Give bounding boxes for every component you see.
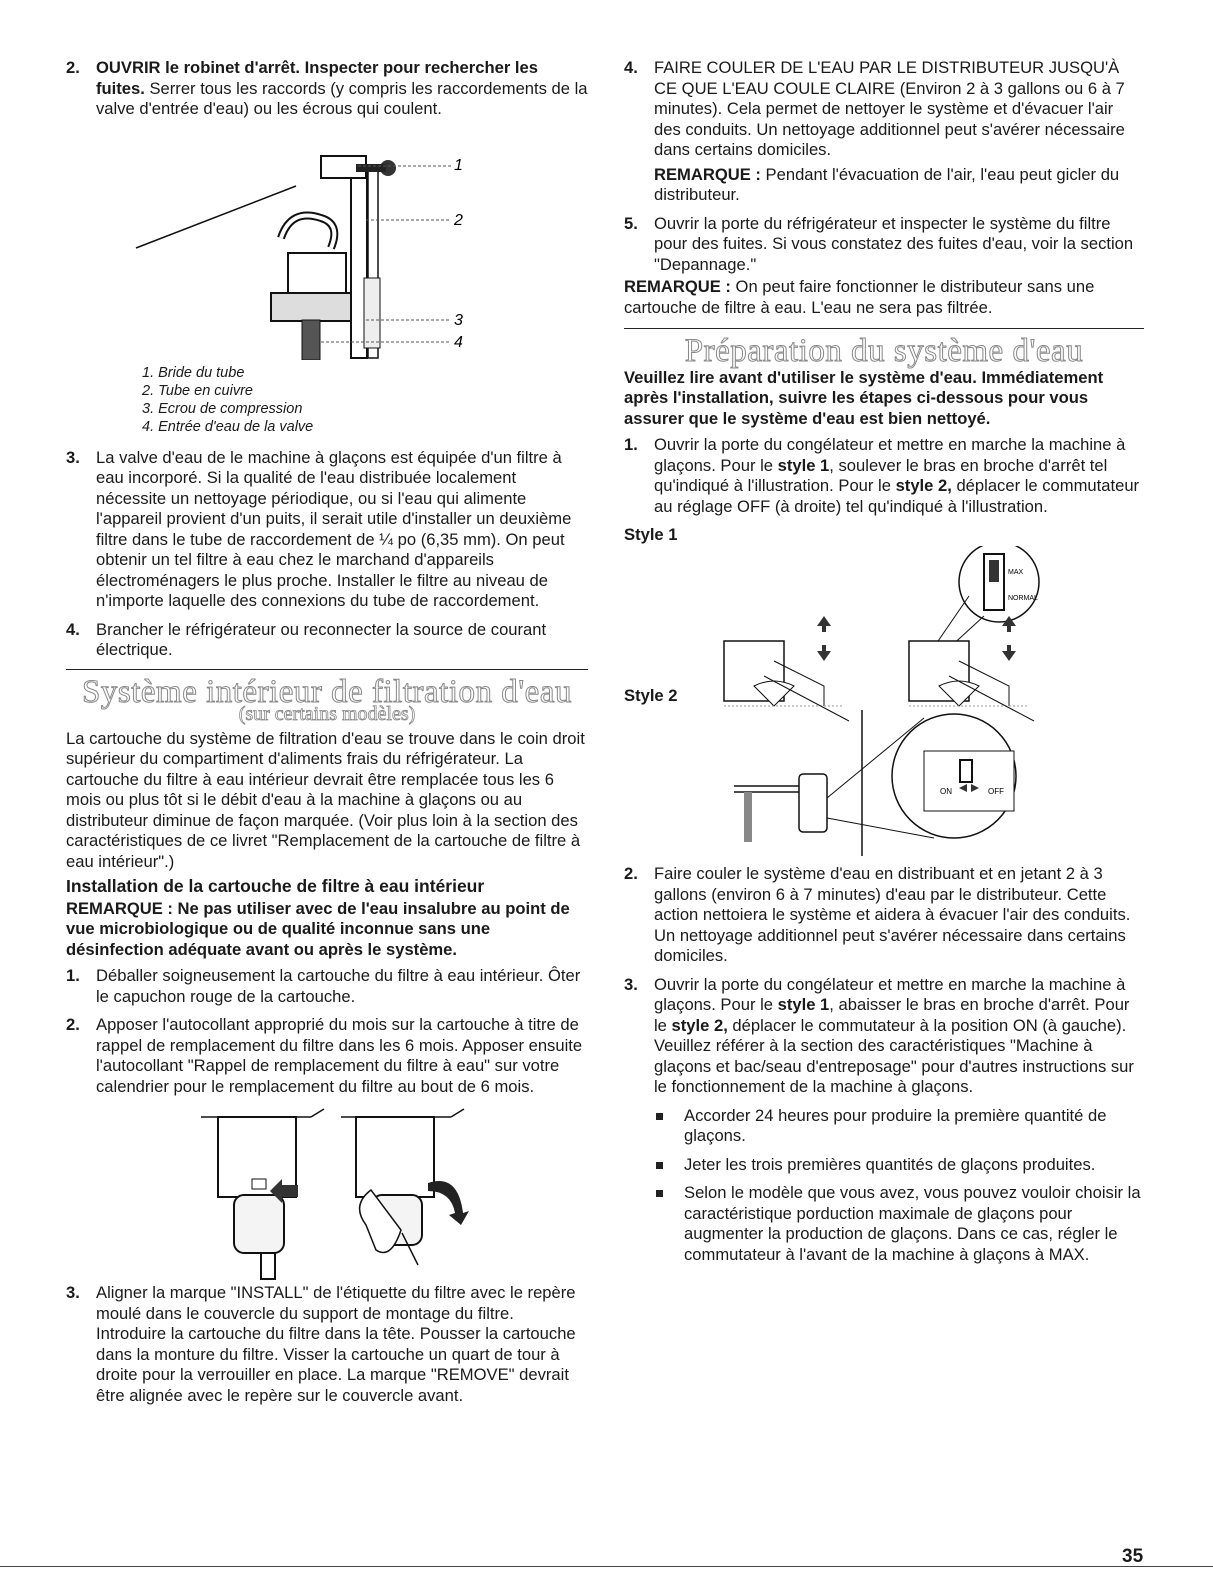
style-ref: style 2, <box>671 1015 728 1035</box>
step-open-valve <box>66 58 588 120</box>
step-text: Brancher le réfrigérateur ou reconnecter la source de courant électrique. <box>96 619 547 659</box>
step-text: Apposer l'autocollant approprié du mois sur la cartouche à titre de rappel de remplacement du filtre dans les 6 mois. Apposer ensuite l'autocollant "Rappel de remplacement du filtre à eau" sur votre calendrier pour le remplacement du filtre au bout de 6 mois. <box>96 1015 583 1096</box>
step-number: 1. <box>66 966 80 985</box>
section-divider <box>66 669 588 670</box>
step-text: FAIRE COULER DE L'EAU PAR LE DISTRIBUTEUR JUSQU'À CE QUE L'EAU COULE CLAIRE (Environ 2 à 3 gallons ou 6 à 7 minutes). Cela permet de nettoyer le système et d'évacuer l'air des conduits. Un nettoyage additionnel peut s'avérer nécessaire dans certains domiciles. <box>654 58 1125 159</box>
lead-text: Veuillez lire avant d'utiliser le système d'eau. Immédiatement après l'installation, suivre les étapes ci-dessous pour vous assurer que le système d'eau est bien nettoyé. <box>624 367 1104 428</box>
callout-1: 1 <box>454 156 463 174</box>
step-text: déplacer le commutateur à la position ON (à gauche). Veuillez référer à la section des caractéristiques "Machine à glaçons et bac/seau d'entreposage" pour d'autres instructions sur le fonctionnement de la machine à glaçons. <box>654 1015 1134 1096</box>
section-title: Système intérieur de filtration d'eau <box>82 673 572 710</box>
style-ref: style 2, <box>895 476 952 495</box>
page-number: 35 <box>1122 1546 1144 1567</box>
step-number: 3. <box>66 447 80 467</box>
step-bold-text: OUVRIR le robinet d'arrêt. Inspecter pour rechercher les fuites. <box>96 58 538 98</box>
step-number: 5. <box>624 213 638 233</box>
caption: 4. Entrée d'eau de la valve <box>142 418 314 435</box>
bullet-item: Accorder 24 heures pour produire la première quantité de glaçons. <box>624 1106 1144 1147</box>
step-text: La valve d'eau de le machine à glaçons est équipée d'un filtre à eau incorporé. Si la qualité de l'eau distribuée localement nécessite un nettoyage périodique, ou si l'eau qui alimente l'appareil provient d'un puits, il serait utile d'installer un deuxième filtre dans le tube de raccordement de ¼ po (6,35 mm). On peut obtenir un tel filtre à eau chez le marchand d'appareils électroménagers le plus proche. Installer le filtre au niveau de n'importe laquelle des connexions du tube de raccordement. <box>96 447 572 610</box>
footer-rule <box>0 1566 1213 1567</box>
step-text: Aligner la marque "INSTALL" de l'étiquette du filtre avec le repère moulé dans le couvercle du support de montage du filtre. Introduire la cartouche du filtre dans la tête. Pousser la cartouche dans la monture du filtre. Visser la cartouche un quart de tour à droite pour la verrouiller en place. La marque "REMOVE" devrait être alignée avec le repère sur le couvercle avant. <box>96 1283 576 1405</box>
step-turn-off-icemaker <box>624 435 1144 517</box>
section-divider <box>624 328 1144 329</box>
step-filter-valve <box>66 448 588 612</box>
step-number: 2. <box>66 1015 80 1034</box>
step-number: 3. <box>66 1283 80 1302</box>
note-text: On peut faire fonctionner le distributeur sans une cartouche de filtre à eau. L'eau ne sera pas filtrée. <box>624 277 1095 317</box>
style-ref: style 1 <box>777 455 830 475</box>
step-number: 1. <box>624 435 638 454</box>
step-text: Ouvrir la porte du congélateur et mettre en marche la machine à glaçons. Pour le <box>654 435 1126 475</box>
step-text: Serrer tous les raccords (y compris les raccordements de la valve d'entrée d'eau) ou les écrous qui coulent. <box>96 78 588 118</box>
valve-captions <box>66 364 588 436</box>
step-run-water <box>624 58 1144 161</box>
step-number: 2. <box>66 58 80 77</box>
step-note <box>624 165 1144 206</box>
section-title: Préparation du système d'eau <box>684 333 1084 369</box>
step-text: déplacer le commutateur au réglage OFF (à droite) tel qu'indiqué à l'illustration. <box>654 476 1140 516</box>
install-heading: Installation de la cartouche de filtre à eau intérieur <box>66 876 485 896</box>
style-ref: style 1 <box>777 995 830 1014</box>
caption: 3. Ecrou de compression <box>142 400 303 417</box>
callout-2: 2 <box>454 211 463 229</box>
section-subtitle: (sur certains modèles) <box>238 703 416 725</box>
caption: 2. Tube en cuivre <box>142 382 253 399</box>
style-2-illustration <box>624 706 1144 856</box>
filter-cartridge-illustration <box>66 1105 546 1283</box>
step-text: Faire couler le système d'eau en distribuant et en jetant 2 à 3 gallons (environ 6 à 7 minutes) d'eau par le distributeur. Cette action nettoiera le système et aidera à évacuer l'air des conduits. Un nettoyage additionnel peut s'avérer nécessaire dans certains domiciles. <box>654 864 1131 965</box>
step-install-cartridge <box>66 1283 588 1406</box>
left-column <box>66 58 588 1414</box>
callout-4: 4 <box>454 333 463 351</box>
step-flush-system <box>624 864 1144 967</box>
step-number: 2. <box>624 864 638 883</box>
switch-off-label: OFF <box>988 787 1004 796</box>
style-1-label: Style 1 <box>624 525 678 544</box>
switch-max-label: MAX <box>1008 568 1024 576</box>
bullet-item: Selon le modèle que vous avez, vous pouvez vouloir choisir la caractéristique porduction maximale de glaçons pour augmenter la production de glaçons. Dans ce cas, régler le commutateur à l'avant de la machine à glaçons à MAX. <box>624 1183 1144 1265</box>
step-text: Déballer soigneusement la cartouche du filtre à eau intérieur. Ôter le capuchon rouge de la cartouche. <box>96 966 581 1006</box>
step-text: Ouvrir la porte du réfrigérateur et inspecter le système du filtre pour des fuites. Si vous constatez des fuites d'eau, voir la section "Depannage." <box>654 213 1134 274</box>
water-valve-illustration <box>66 128 526 360</box>
step-inspect-leaks <box>624 214 1144 276</box>
safety-note: REMARQUE : Ne pas utiliser avec de l'eau insalubre au point de vue microbiologique ou de qualité inconnue sans une désinfection adéquate avant ou après le système. <box>66 898 570 959</box>
note-text: Pendant l'évacuation de l'air, l'eau peut gicler du distributeur. <box>654 164 1120 204</box>
step-number: 3. <box>624 974 638 994</box>
step-text: , abaisser le bras en broche d'arrêt. Pour le <box>654 995 1130 1035</box>
step-text: , soulever le bras en broche d'arrêt tel qu'indiqué à l'illustration. Pour le <box>654 455 1108 495</box>
step-turn-on-icemaker <box>624 975 1144 1098</box>
step-text: Ouvrir la porte du congélateur et mettre en marche la machine à glaçons. Pour le <box>654 974 1126 1014</box>
note-label: REMARQUE : <box>654 164 761 184</box>
step-number: 4. <box>66 619 80 639</box>
step-number: 4. <box>624 58 638 77</box>
switch-normal-label: NORMAL <box>1008 594 1038 602</box>
step-sticker <box>66 1015 588 1097</box>
bullet-item: Jeter les trois premières quantités de glaçons produites. <box>624 1155 1144 1176</box>
style-2-label: Style 2 <box>624 685 678 705</box>
general-note <box>624 277 1144 318</box>
note-label: REMARQUE : <box>624 277 731 296</box>
step-unpack-cartridge <box>66 966 588 1007</box>
caption: 1. Bride du tube <box>142 364 245 381</box>
step-reconnect-power <box>66 620 588 661</box>
switch-on-label: ON <box>940 787 952 796</box>
right-column <box>624 58 1144 1273</box>
filter-intro: La cartouche du système de filtration d'eau se trouve dans le coin droit supérieur du compartiment d'aliments frais du réfrigérateur. La cartouche du filtre à eau intérieur devrait être remplacée tous les 6 mois ou plus tôt si le débit d'eau à la machine à glaçons ou au distributeur diminue de façon marquée. (Voir plus loin à la section des caractéristiques de ce livret "Remplacement de la cartouche de filtre à eau intérieur".) <box>66 728 585 871</box>
callout-3: 3 <box>454 311 463 329</box>
